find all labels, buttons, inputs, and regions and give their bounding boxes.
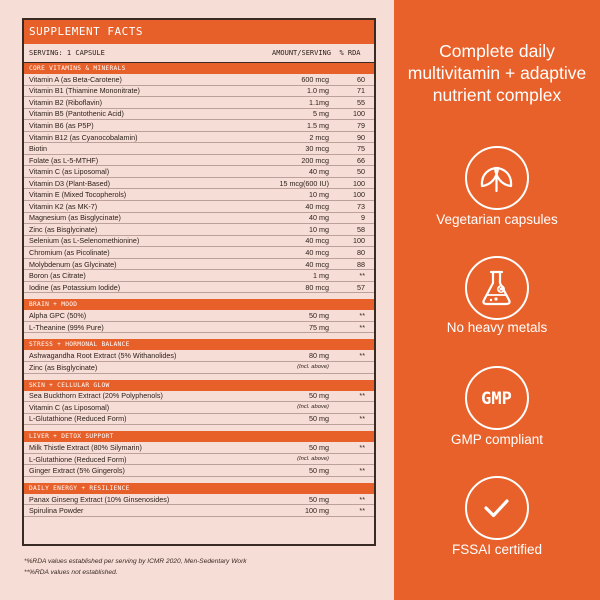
nutrient-row — [24, 213, 374, 225]
nutrient-rda: 100 — [353, 178, 365, 188]
nutrient-amount: 50 mg — [309, 414, 329, 424]
nutrient-name: Spirulina Powder — [29, 506, 84, 516]
nutrient-name: Vitamin A (as Beta-Carotene) — [29, 74, 122, 84]
nutrient-amount: 10 mg — [309, 224, 329, 234]
nutrient-amount: 80 mg — [309, 351, 329, 361]
nutrient-name: Vitamin K2 (as MK-7) — [29, 201, 98, 211]
nutrient-amount: 600 mcg — [301, 74, 329, 84]
nutrient-amount: (Incl. above) — [297, 404, 329, 411]
nutrient-amount: (Incl. above) — [297, 364, 329, 371]
nutrient-rda: ** — [359, 442, 365, 452]
nutrient-name: Folate (as L-5-MTHF) — [29, 155, 99, 165]
section-heading: DAILY ENERGY + RESILIENCE — [24, 483, 374, 494]
nutrient-amount: 40 mg — [309, 213, 329, 223]
nutrient-amount: 1.0 mg — [307, 86, 329, 96]
footnote-rda-not-established: **%RDA values not established. — [24, 569, 118, 576]
nutrient-name: Chromium (as Picolinate) — [29, 247, 110, 257]
nutrient-name: L-Theanine (99% Pure) — [29, 322, 104, 332]
nutrient-row — [24, 236, 374, 248]
nutrient-name: Vitamin B12 (as Cyanocobalamin) — [29, 132, 138, 142]
nutrient-row — [24, 402, 374, 414]
nutrient-row — [24, 74, 374, 86]
nutrient-amount: 40 mcg — [305, 201, 329, 211]
nutrient-name: Zinc (as Bisglycinate) — [29, 224, 98, 234]
nutrient-amount: 30 mcg — [305, 144, 329, 154]
nutrient-name: L-Glutathione (Reduced Form) — [29, 454, 127, 464]
nutrient-rda: ** — [359, 271, 365, 281]
nutrient-rda: 66 — [357, 155, 365, 165]
nutrient-amount: 15 mcg(600 IU) — [279, 178, 329, 188]
nutrient-row — [24, 494, 374, 506]
nutrient-row — [24, 109, 374, 121]
nutrient-row — [24, 465, 374, 477]
nutrient-rda: 90 — [357, 132, 365, 142]
nutrient-rda: ** — [359, 414, 365, 424]
nutrient-name: Molybdenum (as Glycinate) — [29, 259, 117, 269]
nutrient-name: Selenium (as L-Selenomethionine) — [29, 236, 140, 246]
benefits-panel — [394, 0, 600, 600]
nutrient-row — [24, 454, 374, 466]
nutrient-row — [24, 505, 374, 517]
amount-header: AMOUNT/SERVING — [271, 49, 331, 57]
nutrient-name: Zinc (as Bisglycinate) — [29, 362, 98, 372]
nutrient-row — [24, 247, 374, 259]
nutrient-rda: ** — [359, 506, 365, 516]
nutrient-rda: 100 — [353, 109, 365, 119]
nutrient-rda: ** — [359, 311, 365, 321]
nutrient-rda: 9 — [361, 213, 365, 223]
nutrient-rda: 100 — [353, 236, 365, 246]
nutrient-row — [24, 166, 374, 178]
nutrient-name: Vitamin B2 (Riboflavin) — [29, 97, 102, 107]
nutrient-amount: 1.1mg — [309, 97, 329, 107]
nutrient-name: Vitamin C (as Liposomal) — [29, 167, 110, 177]
nutrient-rda: ** — [359, 466, 365, 476]
nutrient-rda: ** — [359, 391, 365, 401]
nutrient-name: Alpha GPC (50%) — [29, 311, 87, 321]
nutrient-amount: 200 mcg — [301, 155, 329, 165]
nutrient-row — [24, 350, 374, 362]
nutrient-row — [24, 362, 374, 374]
nutrient-amount: 1.5 mg — [307, 120, 329, 130]
nutrient-rda: 58 — [357, 224, 365, 234]
footnote-rda-source: *%RDA values established per serving by ICMR 2020, Men-Sedentary Work — [24, 558, 247, 565]
leaf-icon — [465, 146, 529, 210]
nutrient-row — [24, 282, 374, 294]
nutrient-row — [24, 97, 374, 109]
nutrient-amount: 40 mcg — [305, 247, 329, 257]
nutrient-name: Biotin — [29, 144, 47, 154]
rda-header: % RDA — [339, 49, 361, 57]
gmp-badge-icon — [465, 366, 529, 430]
nutrient-row — [24, 120, 374, 132]
feature-label-gmp: GMP compliant — [450, 432, 544, 447]
nutrient-rda: 71 — [357, 86, 365, 96]
nutrient-row — [24, 322, 374, 334]
nutrient-amount: (Incl. above) — [297, 456, 329, 463]
nutrient-amount: 40 mg — [309, 167, 329, 177]
nutrient-row — [24, 143, 374, 155]
section-heading: SKIN + CELLULAR GLOW — [24, 380, 374, 391]
nutrient-amount: 50 mg — [309, 391, 329, 401]
nutrient-row — [24, 224, 374, 236]
supplement-facts-panel — [22, 18, 376, 546]
feature-label-heavy-metals: No heavy metals — [446, 320, 548, 335]
gmp-badge-text: GMP — [481, 389, 512, 409]
nutrient-name: Vitamin B1 (Thiamine Mononitrate) — [29, 86, 140, 96]
nutrient-rda: 55 — [357, 97, 365, 107]
nutrient-rda: 73 — [357, 201, 365, 211]
feature-label-vegetarian: Vegetarian capsules — [436, 212, 558, 227]
nutrient-row — [24, 442, 374, 454]
nutrient-amount: 40 mcg — [305, 236, 329, 246]
nutrient-amount: 50 mg — [309, 494, 329, 504]
nutrient-name: Sea Buckthorn Extract (20% Polyphenols) — [29, 391, 163, 401]
nutrient-name: Milk Thistle Extract (80% Silymarin) — [29, 442, 142, 452]
checkmark-icon — [465, 476, 529, 540]
nutrient-row — [24, 155, 374, 167]
nutrient-name: Vitamin B6 (as P5P) — [29, 120, 94, 130]
nutrient-rda: 50 — [357, 167, 365, 177]
nutrient-rda: ** — [359, 351, 365, 361]
nutrient-amount: 50 mg — [309, 442, 329, 452]
nutrient-amount: 80 mcg — [305, 282, 329, 292]
nutrient-name: Boron (as Citrate) — [29, 271, 86, 281]
nutrient-name: Panax Ginseng Extract (10% Ginsenosides) — [29, 494, 170, 504]
facts-title: SUPPLEMENT FACTS — [24, 20, 374, 44]
nutrient-name: Vitamin D3 (Plant-Based) — [29, 178, 110, 188]
nutrient-amount: 2 mcg — [309, 132, 329, 142]
nutrient-rda: 75 — [357, 144, 365, 154]
nutrient-rda: 80 — [357, 247, 365, 257]
nutrient-rda: 88 — [357, 259, 365, 269]
nutrient-amount: 1 mg — [313, 271, 329, 281]
nutrient-amount: 50 mg — [309, 466, 329, 476]
flask-icon — [465, 256, 529, 320]
nutrient-row — [24, 178, 374, 190]
nutrient-row — [24, 86, 374, 98]
nutrient-rda: 79 — [357, 120, 365, 130]
nutrient-rda: ** — [359, 322, 365, 332]
nutrient-amount: 50 mg — [309, 311, 329, 321]
nutrient-rda: ** — [359, 494, 365, 504]
nutrient-amount: 75 mg — [309, 322, 329, 332]
nutrient-name: Iodine (as Potassium Iodide) — [29, 282, 121, 292]
nutrient-name: Ashwagandha Root Extract (5% Withanolides) — [29, 351, 177, 361]
nutrient-row — [24, 201, 374, 213]
nutrient-name: Vitamin B5 (Pantothenic Acid) — [29, 109, 124, 119]
nutrient-name: L-Glutathione (Reduced Form) — [29, 414, 127, 424]
nutrient-amount: 40 mcg — [305, 259, 329, 269]
nutrient-rda: 57 — [357, 282, 365, 292]
section-heading: BRAIN + MOOD — [24, 299, 374, 310]
serving-header-row — [24, 44, 374, 63]
section-heading: CORE VITAMINS & MINERALS — [24, 63, 374, 74]
feature-label-fssai: FSSAI certified — [451, 542, 543, 557]
benefits-headline: Complete daily multivitamin + adaptive nutrient complex — [407, 41, 587, 105]
nutrient-row — [24, 391, 374, 403]
nutrient-name: Vitamin E (Mixed Tocopherols) — [29, 190, 127, 200]
nutrient-amount: 10 mg — [309, 190, 329, 200]
nutrient-amount: 100 mg — [305, 506, 329, 516]
nutrient-rda: 60 — [357, 74, 365, 84]
nutrient-rda: 100 — [353, 190, 365, 200]
nutrient-row — [24, 310, 374, 322]
section-heading: STRESS + HORMONAL BALANCE — [24, 339, 374, 350]
nutrient-row — [24, 259, 374, 271]
nutrient-amount: 5 mg — [313, 109, 329, 119]
footnotes — [24, 556, 374, 578]
facts-sections — [24, 63, 374, 517]
nutrient-name: Vitamin C (as Liposomal) — [29, 402, 110, 412]
nutrient-name: Ginger Extract (5% Gingerols) — [29, 466, 125, 476]
nutrient-row — [24, 132, 374, 144]
nutrient-name: Magnesium (as Bisglycinate) — [29, 213, 121, 223]
nutrient-row — [24, 270, 374, 282]
nutrient-row — [24, 189, 374, 201]
serving-size: SERVING: 1 CAPSULE — [29, 49, 105, 57]
section-heading: LIVER + DETOX SUPPORT — [24, 431, 374, 442]
nutrient-row — [24, 414, 374, 426]
